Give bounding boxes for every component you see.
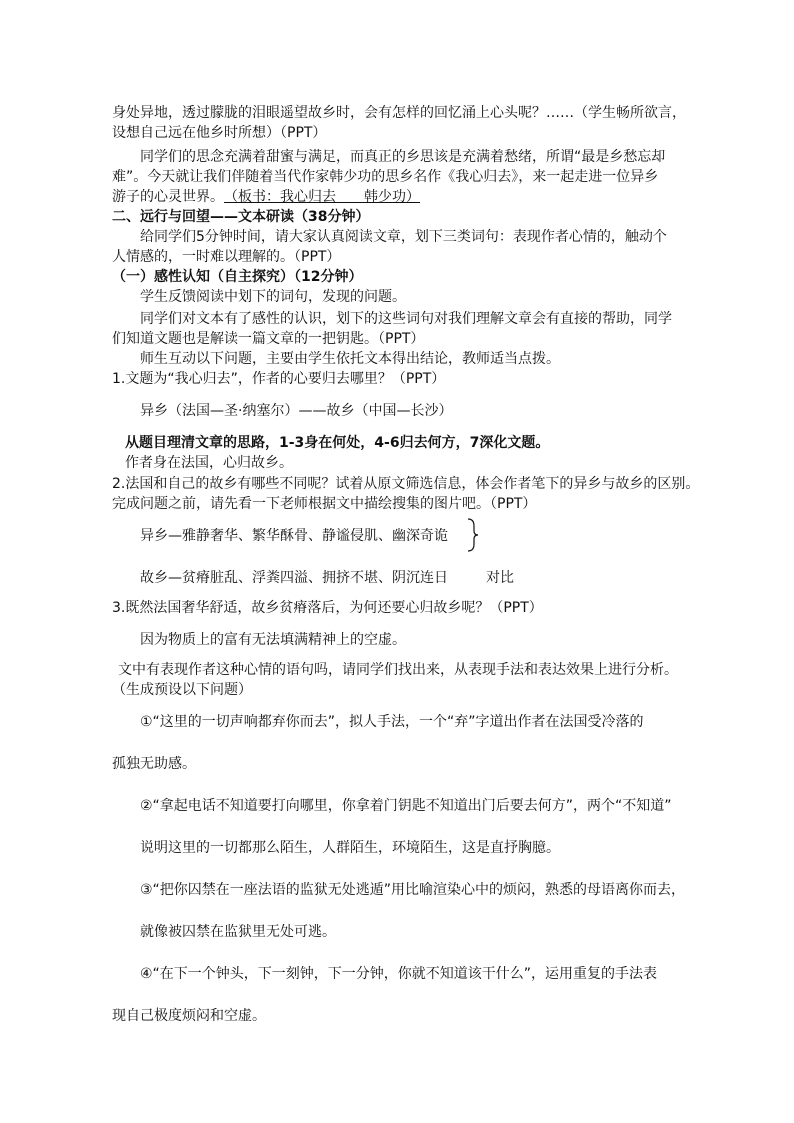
text-line-1: 身处异地，透过朦胧的泪眼遥望故乡时，会有怎样的回忆涌上心头呢？……（学生畅所欲言， <box>112 105 686 121</box>
text-line-9: 人情感的，一时难以理解的。（PPT） <box>112 249 341 265</box>
item-1-line-2: 孤独无助感。 <box>112 756 196 772</box>
text-line-26: 文中有表现作者这种心情的语句吗，请同学们找出来，从表现手法和表达效果上进行分析。 <box>118 662 678 678</box>
item-1-line-1: ①“这里的一切声响都弃你而去”，拟人手法，一个“弃”字道出作者在法国受冷落的 <box>140 714 644 730</box>
item-2-line-1: ②“拿起电话不知道要打向哪里，你拿着门钥匙不知道出门后要去何方”，两个“不知道” <box>140 798 672 814</box>
text-line-14: 师生互动以下问题，主要由学生依托文本得出结论，教师适当点拨。 <box>140 351 560 367</box>
brace-icon <box>466 518 480 552</box>
text-line-11: 学生反馈阅读中划下的词句，发现的问题。 <box>140 289 406 305</box>
subsection-heading-1: （一）感性认知（自主探究）（12分钟） <box>112 269 363 285</box>
contrast-label: 对比 <box>486 570 514 586</box>
text-line-18: 作者身在法国，心归故乡。 <box>125 455 293 471</box>
answer-3: 因为物质上的富有无法填满精神上的空虚。 <box>140 632 406 648</box>
hometown-description: 故乡—贫瘠脏乱、浮粪四溢、拥挤不堪、阴沉连日 <box>140 570 448 586</box>
text-line-3: 同学们的思念充满着甜蜜与满足，而真正的乡思该是充满着愁绪，所谓“最是乡愁忘却 <box>140 149 666 165</box>
foreign-description: 异乡—雅静奢华、繁华酥骨、静谧侵肌、幽深奇诡 <box>140 528 448 544</box>
text-line-13: 们知道文题也是解读一篇文章的一把钥匙。（PPT） <box>112 331 425 347</box>
text-line-8: 给同学们5分钟时间，请大家认真阅读文章，划下三类词句：表现作者心情的，触动个 <box>140 229 667 245</box>
section-heading-2: 二、远行与回望——文本研读（38分钟） <box>112 209 370 225</box>
board-note: （板书：我心归去 韩少功） <box>224 189 420 205</box>
item-4-line-1: ④“在下一个钟头，下一刻钟，下一分钟，你就不知道该干什么”，运用重复的手法表 <box>140 966 658 982</box>
text-line-2: 设想自己远在他乡时所想）（PPT） <box>112 125 327 141</box>
question-1: 1.文题为“我心归去”，作者的心要归去哪里？（PPT） <box>112 371 446 387</box>
question-3: 3.既然法国奢华舒适，故乡贫瘠落后，为何还要心归故乡呢？（PPT） <box>112 600 543 616</box>
structure-summary: 从题目理清文章的思路，1-3身在何处，4-6归去何方，7深化文题。 <box>125 435 550 451</box>
text-line-12: 同学们对文本有了感性的认识，划下的这些词句对我们理解文章会有直接的帮助，同学 <box>140 311 672 327</box>
item-3-line-2: 就像被囚禁在监狱里无处可逃。 <box>140 924 336 940</box>
text-line-5: 游子的心灵世界。 <box>112 189 224 205</box>
question-2: 2.法国和自己的故乡有哪些不同呢？试着从原文筛选信息，体会作者笔下的异乡与故乡的区别。 <box>112 476 700 492</box>
item-4-line-2: 现自己极度烦闷和空虚。 <box>112 1008 266 1024</box>
item-3-line-1: ③“把你囚禁在一座法语的监狱无处逃遁”用比喻渲染心中的烦闷，熟悉的母语离你而去， <box>140 882 686 898</box>
text-line-27: （生成预设以下问题） <box>112 682 252 698</box>
text-line-4: 难”。今天就让我们伴随着当代作家韩少功的思乡名作《我心归去》，来一起走进一位异乡 <box>112 169 659 185</box>
answer-1: 异乡（法国—圣·纳塞尔）——故乡（中国—长沙） <box>140 403 453 419</box>
text-line-20: 完成问题之前，请先看一下老师根据文中描绘搜集的图片吧。（PPT） <box>112 496 537 512</box>
item-2-line-2: 说明这里的一切都那么陌生，人群陌生，环境陌生，这是直抒胸臆。 <box>140 840 560 856</box>
